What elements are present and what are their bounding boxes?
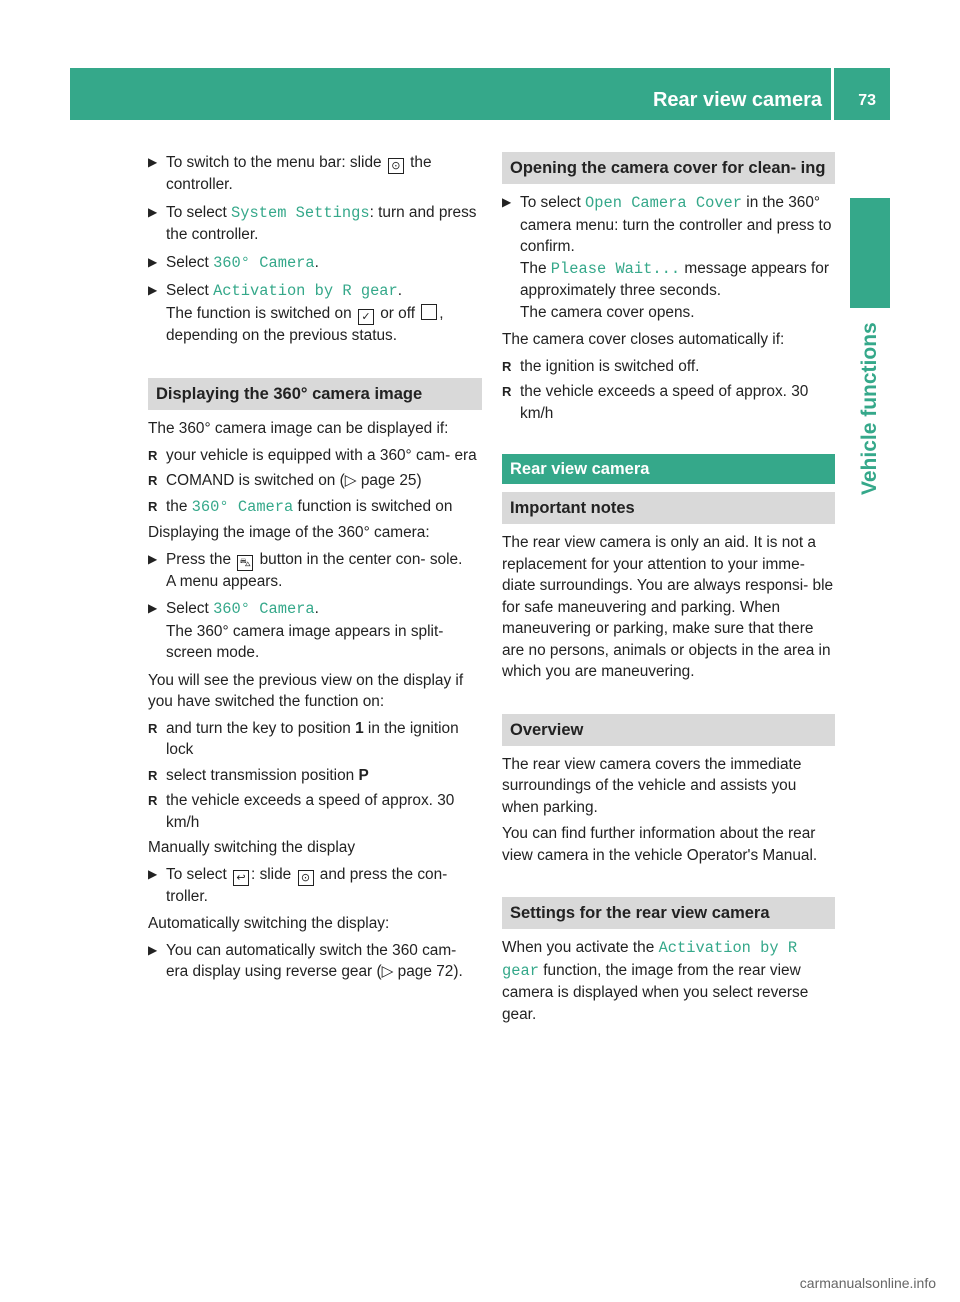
step-select-camera: ▶ Select 360° Camera. — [148, 253, 319, 272]
page-number: 73 — [858, 92, 876, 109]
controller-down-icon: ⊙ — [388, 158, 404, 174]
step-arrow-icon: ▶ — [148, 204, 158, 219]
step-arrow-icon: ▶ — [148, 551, 158, 566]
controller-down-icon: ⊙ — [298, 870, 314, 886]
list-item: R the 360° Camera function is switched on — [148, 497, 453, 516]
list-item: R COMAND is switched on (▷ page 25) — [148, 472, 422, 489]
paragraph: You will see the previous view on the display if you have switched the function on: — [148, 671, 464, 710]
paragraph: The 360° camera image can be displayed if: — [148, 420, 449, 437]
heading-settings: Settings for the rear view camera — [502, 897, 835, 929]
ui-term: Activation by R gear — [502, 939, 798, 980]
ui-term: 360° Camera — [213, 253, 315, 272]
section-rear-view-camera: Rear view camera — [502, 454, 835, 484]
step-auto-switch: ▶ You can automatically switch the 360 cam- era display using reverse gear (▷ page 72). — [148, 941, 463, 980]
step-menu-bar: ▶ To switch to the menu bar: slide ⊙ the controller. — [148, 154, 432, 193]
list-item: R the ignition is switched off. — [502, 357, 700, 375]
page-header — [70, 68, 890, 120]
step-press-button: ▶ Press the ⛍ button in the center con- sole. A menu appears. — [148, 550, 463, 590]
paragraph: When you activate the Activation by R gear function, the image from the rear view camera is displayed when you select reverse gear. — [502, 939, 809, 1023]
checkbox-empty-icon — [421, 304, 437, 320]
step-activation: ▶ Select Activation by R gear. The function is switched on ✓ or off , depending on the previous status. — [148, 282, 444, 344]
step-open-cover: ▶ To select Open Camera Cover in the 360° camera menu: turn the controller and press to confirm. The Please Wait... message appears for approximately three seconds. The camera cover opens. — [502, 194, 832, 321]
section-tab — [850, 198, 890, 308]
list-item: R your vehicle is equipped with a 360° cam- era — [148, 446, 477, 464]
step-arrow-icon: ▶ — [148, 283, 158, 297]
list-item: R the vehicle exceeds a speed of approx. 30 km/h — [148, 792, 455, 831]
paragraph: Automatically switching the display: — [148, 915, 390, 932]
back-icon: ↩ — [233, 870, 249, 886]
step-arrow-icon: ▶ — [148, 866, 158, 881]
heading-important-notes: Important notes — [502, 492, 835, 524]
ui-term: Please Wait... — [550, 259, 681, 278]
header-divider — [831, 68, 834, 120]
step-arrow-icon: ▶ — [148, 942, 158, 957]
step-manual-switch: ▶ To select ↩ : slide ⊙ and press the con- troller. — [148, 865, 448, 905]
step-select-360: ▶ Select 360° Camera. The 360° camera image appears in split- screen mode. — [148, 600, 444, 661]
list-item: R and turn the key to position 1 in the ignition lock — [148, 719, 459, 758]
paragraph: Displaying the image of the 360° camera: — [148, 524, 430, 541]
heading-camera-cover: Opening the camera cover for clean- ing — [502, 152, 835, 184]
ui-term: Activation by R gear — [213, 282, 398, 300]
heading-overview: Overview — [502, 714, 835, 746]
ui-term: 360° Camera — [213, 600, 315, 618]
paragraph: The camera cover closes automatically if: — [502, 331, 785, 348]
left-column — [148, 152, 482, 989]
step-arrow-icon: ▶ — [148, 601, 158, 615]
checkbox-checked-icon: ✓ — [358, 309, 374, 325]
chapter-label: Vehicle functions — [858, 322, 881, 495]
step-arrow-icon: ▶ — [148, 155, 158, 169]
list-item: R the vehicle exceeds a speed of approx. 30 km/h — [502, 383, 809, 422]
paragraph: You can find further information about the rear view camera in the vehicle Operator's Manual. — [502, 825, 818, 864]
car-button-icon: ⛍ — [237, 555, 253, 571]
watermark: carmanualsonline.info — [799, 1274, 936, 1291]
list-item: R select transmission position P — [148, 766, 369, 784]
paragraph: The rear view camera is only an aid. It is not a replacement for your attention to your imme- diate surroundings. You are always responsi- ble for safe maneuvering and parking. When maneuvering or parking, make sure that there are no persons, animals or objects in the area in which you are maneuvering. — [502, 534, 834, 680]
step-system-settings: ▶ To select System Settings: turn and press the controller. — [148, 203, 477, 243]
step-arrow-icon: ▶ — [502, 195, 512, 209]
ui-term: System Settings — [231, 203, 370, 222]
heading-displaying: Displaying the 360° camera image — [148, 378, 482, 410]
paragraph: Manually switching the display — [148, 839, 356, 856]
ui-term: Open Camera Cover — [585, 194, 743, 212]
right-column — [502, 152, 835, 1030]
step-arrow-icon: ▶ — [148, 254, 158, 269]
paragraph: The rear view camera covers the immediate surroundings of the vehicle and assists you when parking. — [502, 755, 802, 816]
ui-term: 360° Camera — [191, 497, 294, 516]
header-title: Rear view camera — [652, 89, 822, 111]
